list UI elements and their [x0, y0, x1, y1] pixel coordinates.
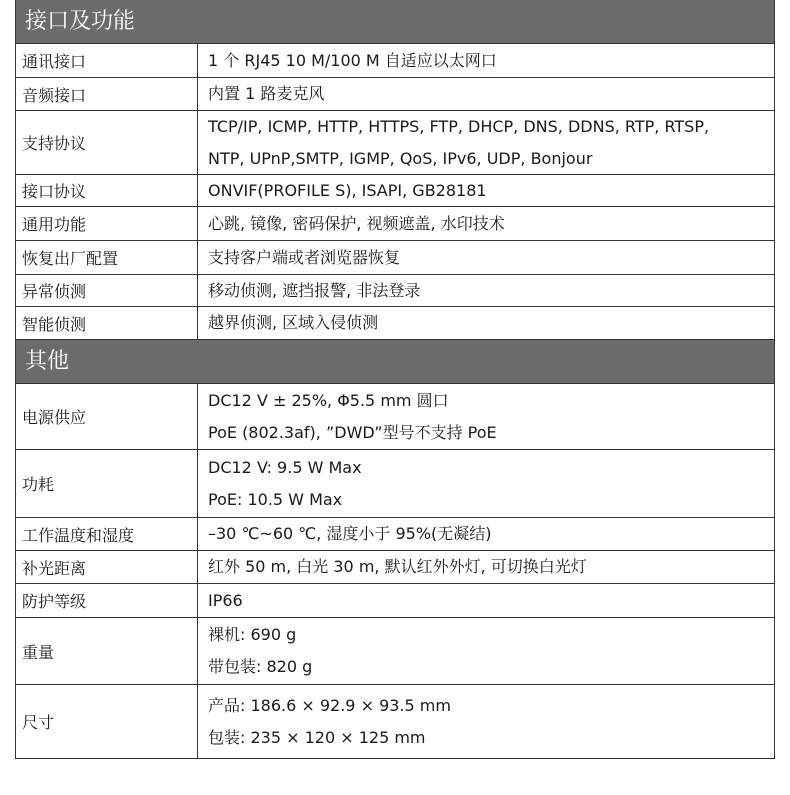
spec-row — [15, 584, 775, 618]
spec-table — [15, 0, 775, 759]
spec-row — [15, 241, 775, 275]
spec-value-line: NTP, UPnP,SMTP, IGMP, QoS, IPv6, UDP, Bonjour — [208, 148, 593, 168]
spec-label: 智能侦测 — [16, 307, 198, 339]
spec-label: 异常侦测 — [16, 275, 198, 306]
spec-value-line: –30 ℃~60 ℃, 湿度小于 95%(无凝结) — [208, 524, 492, 543]
spec-label: 通讯接口 — [16, 44, 198, 77]
spec-row — [15, 275, 775, 307]
spec-value-line: DC12 V ± 25%, Φ5.5 mm 圆口 — [208, 390, 449, 410]
spec-value-line: 带包装: 820 g — [208, 657, 313, 676]
spec-value-line: 内置 1 路麦克风 — [208, 84, 325, 103]
spec-value — [198, 44, 774, 77]
section-header-other: 其他 — [15, 340, 775, 383]
spec-value-line: PoE: 10.5 W Max — [208, 489, 343, 509]
spec-row — [15, 518, 775, 551]
spec-row — [15, 383, 775, 450]
spec-value-line: PoE (802.3af), ”DWD”型号不支持 PoE — [208, 422, 497, 442]
spec-value-line: 裸机: 690 g — [208, 625, 297, 644]
spec-value — [198, 241, 774, 274]
spec-row — [15, 685, 775, 759]
spec-row — [15, 78, 775, 111]
spec-value-line: IP66 — [208, 590, 243, 610]
spec-value-line: 包装: 235 × 120 × 125 mm — [208, 727, 426, 747]
spec-label: 通用功能 — [16, 207, 198, 240]
spec-value — [198, 207, 774, 240]
spec-row — [15, 551, 775, 584]
spec-label: 尺寸 — [16, 685, 198, 758]
spec-label: 防护等级 — [16, 584, 198, 617]
spec-row — [15, 207, 775, 241]
spec-value-line: 支持客户端或者浏览器恢复 — [208, 247, 401, 267]
spec-value — [198, 384, 774, 449]
spec-value-line: DC12 V: 9.5 W Max — [208, 457, 362, 477]
spec-value — [198, 584, 774, 617]
spec-row — [15, 175, 775, 207]
spec-row — [15, 43, 775, 78]
spec-label: 补光距离 — [16, 551, 198, 583]
spec-value-line: 心跳, 镜像, 密码保护, 视频遮盖, 水印技术 — [208, 213, 505, 233]
spec-row — [15, 111, 775, 175]
spec-row — [15, 307, 775, 340]
section-header-interface: 接口及功能 — [15, 0, 775, 43]
spec-value-line: 1 个 RJ45 10 M/100 M 自适应以太网口 — [208, 50, 497, 70]
spec-value — [198, 307, 774, 339]
spec-row — [15, 450, 775, 518]
spec-value — [198, 618, 774, 684]
spec-row — [15, 618, 775, 685]
spec-value-line: TCP/IP, ICMP, HTTP, HTTPS, FTP, DHCP, DNS, DDNS, RTP, RTSP, — [208, 116, 710, 136]
spec-label: 接口协议 — [16, 175, 198, 206]
spec-value — [198, 111, 774, 174]
spec-value — [198, 518, 774, 550]
spec-value — [198, 175, 774, 206]
spec-label: 工作温度和湿度 — [16, 518, 198, 550]
spec-value — [198, 685, 774, 758]
spec-value — [198, 275, 774, 306]
spec-label: 恢复出厂配置 — [16, 241, 198, 274]
spec-label: 功耗 — [16, 450, 198, 517]
spec-value-line: 红外 50 m, 白光 30 m, 默认红外外灯, 可切换白光灯 — [208, 557, 587, 576]
spec-value — [198, 450, 774, 517]
spec-label: 电源供应 — [16, 384, 198, 449]
spec-label: 重量 — [16, 618, 198, 684]
spec-value — [198, 551, 774, 583]
spec-value-line: 越界侦测, 区域入侵侦测 — [208, 313, 379, 332]
spec-value — [198, 78, 774, 110]
spec-value-line: ONVIF(PROFILE S), ISAPI, GB28181 — [208, 180, 487, 200]
spec-label: 支持协议 — [16, 111, 198, 174]
spec-label: 音频接口 — [16, 78, 198, 110]
spec-value-line: 移动侦测, 遮挡报警, 非法登录 — [208, 280, 421, 300]
spec-value-line: 产品: 186.6 × 92.9 × 93.5 mm — [208, 695, 451, 715]
